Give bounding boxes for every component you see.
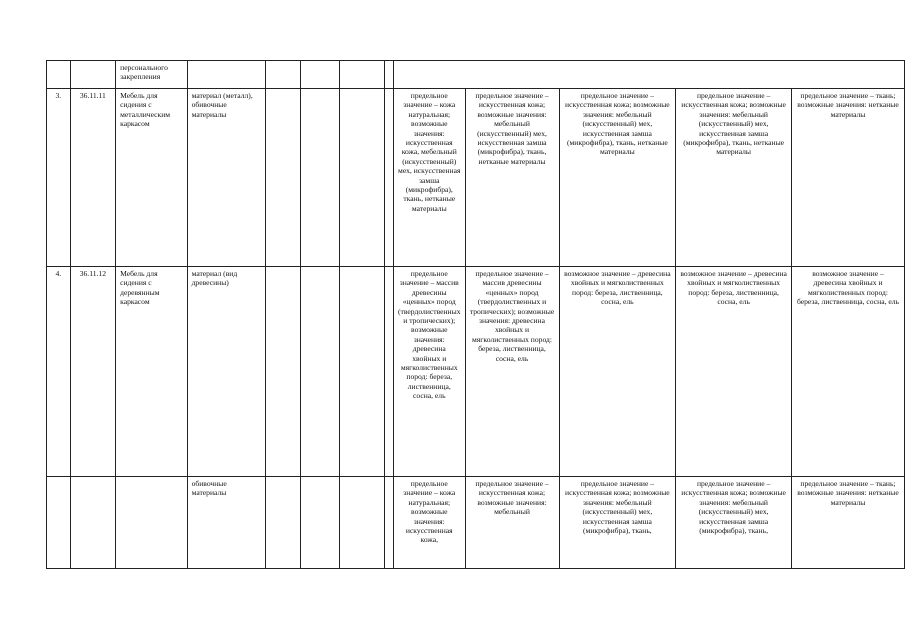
name-cell: Мебель для сидения с деревянным каркасом <box>116 267 187 477</box>
code-cell: 36.11.12 <box>70 267 116 477</box>
table-row <box>47 477 905 569</box>
value-cell <box>394 61 905 89</box>
empty-cell <box>385 89 394 267</box>
empty-cell <box>300 477 339 569</box>
empty-cell <box>266 477 301 569</box>
num-cell: 3. <box>47 89 71 267</box>
value-cell: предельное значение – искусственная кожа; возможные значения: мебельный (искусственный) мех, искусственная замша (микрофибра), ткань, <box>676 477 792 569</box>
value-cell: возможное значение – древесина хвойных и мягколиственных пород: береза, лиственница, сосна, ель <box>792 267 905 477</box>
empty-cell <box>385 267 394 477</box>
param-cell: материал (вид древесины) <box>187 267 266 477</box>
name-cell: Мебель для сидения с металлическим каркасом <box>116 89 187 267</box>
value-cell: предельное значение – искусственная кожа; возможные значения: мебельный (искусственный) мех, искусственная замша (микрофибра), ткань, нетканые материалы <box>676 89 792 267</box>
value-cell: предельное значение – кожа натуральная; возможные значения: искусственная кожа, мебельный (искусственный) мех, искусственная замша (микрофибра), ткань, нетканые материалы <box>394 89 466 267</box>
param-cell <box>187 61 266 89</box>
value-cell: возможное значение – древесина хвойных и мягколиственных пород: береза, лиственница, сосна, ель <box>559 267 676 477</box>
empty-cell <box>339 61 384 89</box>
empty-cell <box>339 477 384 569</box>
table-row <box>47 61 905 89</box>
num-cell <box>47 61 71 89</box>
empty-cell <box>385 61 394 89</box>
value-cell: предельное значение – искусственная кожа; возможные значения: мебельный (искусственный) мех, искусственная замша (микрофибра), ткань, <box>559 477 676 569</box>
empty-cell <box>300 61 339 89</box>
code-cell <box>70 61 116 89</box>
requirements-table <box>46 60 905 569</box>
empty-cell <box>266 61 301 89</box>
empty-cell <box>300 267 339 477</box>
param-cell: обивочные материалы <box>187 477 266 569</box>
empty-cell <box>339 89 384 267</box>
value-cell: предельное значение – ткань; возможные значения: нетканые материалы <box>792 477 905 569</box>
num-cell: 4. <box>47 267 71 477</box>
param-cell: материал (металл), обивочные материалы <box>187 89 266 267</box>
code-cell <box>70 477 116 569</box>
value-cell: предельное значение – искусственная кожа; возможные значения: мебельный (искусственный) мех, искусственная замша (микрофибра), ткань, нетканые материалы <box>559 89 676 267</box>
value-cell: предельное значение – искусственная кожа; возможные значения: мебельный (искусственный) мех, искусственная замша (микрофибра), ткань, нетканые материалы <box>465 89 559 267</box>
code-cell: 36.11.11 <box>70 89 116 267</box>
value-cell: предельное значение – массив древесины «ценных» пород (твердолиственных и тропических); возможные значения: древесина хвойных и мягколиственных пород: береза, лиственница, сосна, ель <box>465 267 559 477</box>
num-cell <box>47 477 71 569</box>
table-row <box>47 89 905 267</box>
empty-cell <box>339 267 384 477</box>
empty-cell <box>266 89 301 267</box>
empty-cell <box>266 267 301 477</box>
empty-cell <box>300 89 339 267</box>
value-cell: предельное значение – искусственная кожа; возможные значения: мебельный <box>465 477 559 569</box>
empty-cell <box>385 477 394 569</box>
value-cell: предельное значение – ткань; возможные значения: нетканые материалы <box>792 89 905 267</box>
value-cell: возможное значение – древесина хвойных и мягколиственных пород: береза, лиственница, сосна, ель <box>676 267 792 477</box>
table-row <box>47 267 905 477</box>
name-cell <box>116 477 187 569</box>
value-cell: предельное значение – массив древесины «ценных» пород (твердолиственных и тропических); возможные значения: древесина хвойных и мягколиственных пород: береза, лиственница, сосна, ель <box>394 267 466 477</box>
name-cell: персонального закрепления <box>116 61 187 89</box>
value-cell: предельное значение – кожа натуральная; возможные значения: искусственная кожа, <box>394 477 466 569</box>
